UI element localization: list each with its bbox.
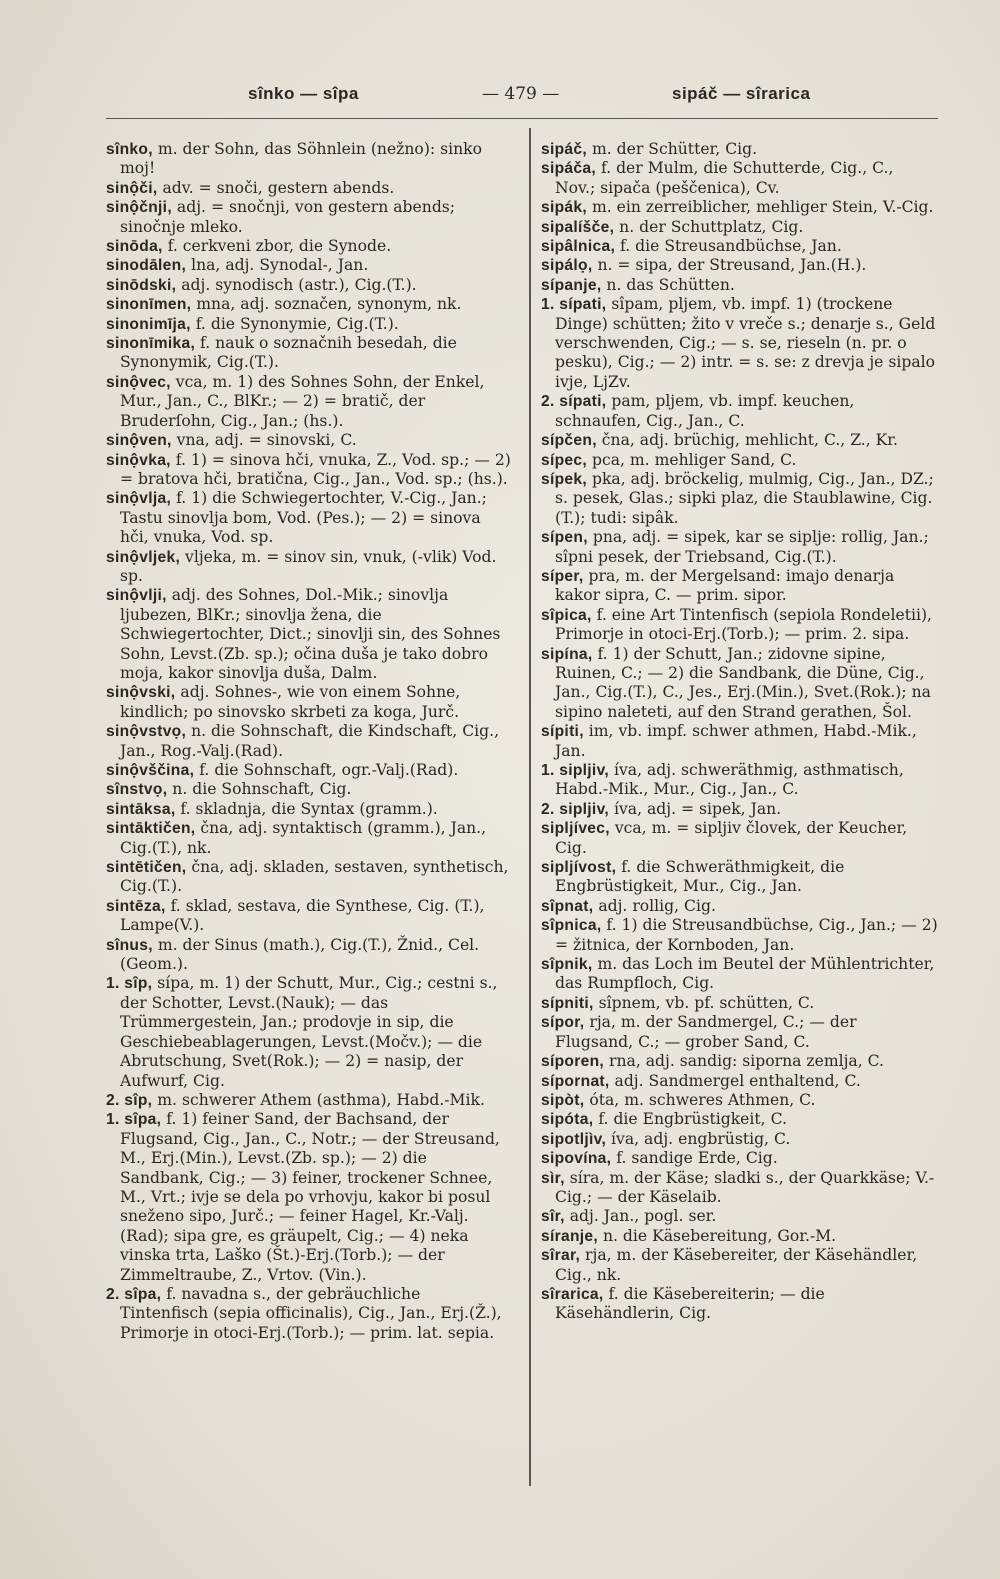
entry-headword: sîpnica, [541, 917, 602, 935]
dictionary-entry [106, 431, 511, 450]
entry-definition: f. nauk o soznačnih besedah, die Synonymik, Cig.(T.). [120, 334, 457, 372]
entry-headword: sinonīmen, [106, 296, 192, 314]
header-rule [106, 118, 938, 119]
entry-definition: f. eine Art Tintenfisch (sepiola Rondeletii), Primorje in otoci-Erj.(Torb.); — prim. 2. sipa. [555, 605, 933, 644]
dictionary-entry [541, 606, 938, 645]
dictionary-entry [541, 722, 938, 761]
entry-headword: sîpica, [541, 606, 592, 624]
entry-definition: rna, adj. sandig: siporna zemlja, C. [604, 1052, 884, 1071]
entry-headword: sinộvščina, [106, 762, 195, 779]
entry-definition: lna, adj. Synodal-, Jan. [186, 256, 369, 275]
entry-headword: sípec, [541, 451, 588, 469]
dictionary-entry [541, 916, 938, 955]
entry-headword: sînstvọ, [106, 781, 168, 799]
entry-headword: sipalíšče, [541, 218, 615, 236]
dictionary-entry [106, 683, 511, 722]
entry-headword: sintāksa, [106, 800, 176, 818]
entry-definition: mna, adj. soznačen, synonym, nk. [191, 295, 462, 314]
entry-definition: pca, m. mehliger Sand, C. [587, 450, 797, 469]
entry-definition: pra, m. der Mergelsand: imajo denarja kakor sipra, C. — prim. sipor. [555, 566, 895, 605]
dictionary-entry [106, 237, 511, 256]
entry-definition: óta, m. schweres Athmen, C. [584, 1090, 816, 1109]
entry-headword: sinộvka, [106, 451, 171, 469]
entry-headword: 1. sipljiv, [541, 762, 610, 779]
entry-definition: m. das Loch im Beutel der Mühlentrichter, das Rumpfloch, Cig. [555, 955, 935, 993]
dictionary-entry [106, 276, 511, 295]
dictionary-entry [106, 256, 511, 275]
entry-headword: sipovína, [541, 1150, 612, 1168]
entry-headword: sipáč, [541, 141, 588, 158]
dictionary-entry [106, 974, 511, 1090]
dictionary-entry [541, 1091, 938, 1110]
entry-headword: sipák, [541, 199, 588, 217]
dictionary-entry [106, 489, 511, 547]
entry-headword: sîr, [541, 1208, 565, 1226]
entry-headword: sipljívec, [541, 820, 610, 838]
dictionary-entry [541, 1169, 938, 1208]
entry-definition: f. die Engbrüstigkeit, C. [593, 1110, 787, 1129]
dictionary-entry [106, 761, 511, 780]
entry-definition: rja, m. der Käsebereiter, der Käsehändler, Cig., nk. [555, 1246, 918, 1284]
entry-headword: sinōda, [106, 238, 163, 256]
entry-definition: f. sklad, sestava, die Synthese, Cig. (T.), Lampe(V.). [120, 896, 485, 935]
entry-definition: adj. des Sohnes, Dol.-Mik.; sinovlja ljubezen, BlKr.; sinovlja žena, die Schwiegertochter, Dict.; sinovlji sin, des Sohnes Sohn, Levst.(Zb. sp.); očina duša je tako dobro moja, kakor sinovlja duša, Dalm. [120, 586, 501, 682]
entry-headword: sipâlnica, [541, 238, 616, 256]
dictionary-entry [106, 936, 511, 975]
entry-definition: f. cerkveni zbor, die Synode. [162, 237, 392, 256]
entry-definition: f. sandige Erde, Cig. [611, 1149, 778, 1168]
entry-definition: íva, adj. schweräthmig, asthmatisch, Habd.-Mik., Mur., Cig., Jan., C. [555, 761, 904, 799]
entry-headword: 2. sîpa, [106, 1285, 162, 1303]
entry-definition: n. das Schütten. [601, 275, 735, 294]
left-column [106, 140, 511, 1343]
entry-definition: m. der Sohn, das Söhnlein (nežno): sinko moj! [120, 140, 482, 178]
dictionary-entry [541, 645, 938, 723]
entry-headword: síper, [541, 567, 584, 585]
entry-headword: sinonīmika, [106, 335, 196, 353]
page-header [100, 82, 930, 112]
dictionary-entry [541, 1110, 938, 1129]
dictionary-entry [541, 800, 938, 819]
dictionary-entry [541, 1207, 938, 1226]
entry-headword: sípen, [541, 529, 588, 547]
entry-definition: f. 1) = sinova hči, vnuka, Z., Vod. sp.; — 2) = bratova hči, bratična, Cig., Jan., Vod. sp.; (hs.). [120, 450, 511, 488]
entry-headword: sipotljìv, [541, 1130, 607, 1148]
entry-definition: adj. Jan., pogl. ser. [564, 1207, 717, 1226]
entry-headword: sípanje, [541, 276, 602, 294]
entry-definition: pka, adj. bröckelig, mulmig, Cig., Jan., DZ.; s. pesek, Glas.; sipki plaz, die Staublawine, Cig.(T.); tudi: sipâk. [555, 469, 934, 527]
dictionary-entry [106, 1091, 511, 1110]
dictionary-entry [541, 1130, 938, 1149]
dictionary-entry [106, 722, 511, 761]
dictionary-entry [106, 819, 511, 858]
entry-definition: čna, adj. brüchig, mehlicht, C., Z., Kr. [596, 431, 898, 450]
entry-definition: síra, m. der Käse; sladki s., der Quarkkäse; V.-Cig.; — der Käselaib. [555, 1168, 935, 1206]
page-number: — 479 — [482, 84, 560, 104]
entry-headword: sipljívost, [541, 859, 617, 877]
entry-headword: sípek, [541, 470, 588, 488]
entry-definition: sîpnem, vb. pf. schütten, C. [593, 993, 815, 1012]
entry-headword: 2. sípati, [541, 393, 607, 411]
entry-headword: sìr, [541, 1169, 565, 1187]
entry-headword: sinodālen, [106, 257, 187, 275]
dictionary-entry [541, 528, 938, 567]
dictionary-entry [106, 179, 511, 198]
dictionary-entry [541, 897, 938, 916]
dictionary-entry [541, 431, 938, 450]
entry-headword: sípor, [541, 1014, 585, 1032]
entry-definition: n. die Käsebereitung, Gor.-M. [598, 1226, 837, 1245]
entry-headword: sinộčnji, [106, 199, 172, 217]
dictionary-entry [541, 1072, 938, 1091]
entry-definition: pam, pljem, vb. impf. keuchen, schnaufen, Cig., Jan., C. [555, 392, 855, 430]
entry-headword: sinōdski, [106, 276, 177, 294]
dictionary-entry [541, 295, 938, 392]
entry-headword: sinộvlji, [106, 587, 167, 605]
dictionary-entry [541, 218, 938, 237]
entry-definition: m. der Schütter, Cig. [587, 140, 758, 158]
entry-definition: n. die Sohnschaft, Cig. [167, 780, 352, 799]
dictionary-entry [541, 470, 938, 528]
entry-definition: m. der Sinus (math.), Cig.(T.), Žnid., Cel.(Geom.). [120, 935, 480, 974]
entry-definition: im, vb. impf. schwer athmen, Habd.-Mik., Jan. [555, 722, 917, 760]
entry-definition: m. ein zerreiblicher, mehliger Stein, V.-Cig. [587, 198, 934, 217]
entry-headword: 1. sípati, [541, 296, 607, 314]
entry-definition: sîpam, pljem, vb. impf. 1) (trockene Dinge) schütten; žito v vreče s.; denarje s., Geld verschwenden, Cig.; — s. se, rieseln (n. pr. o pesku), Cig.; — 2) intr. = s. se: z drevja je sipalo ivje, LjZv. [555, 295, 936, 391]
entry-headword: sinộči, [106, 179, 158, 197]
entry-definition: adj. Sandmergel enthaltend, C. [609, 1071, 861, 1090]
entry-headword: sinộvljek, [106, 548, 181, 566]
entry-definition: íva, adj. = sipek, Jan. [609, 799, 782, 818]
dictionary-entry [541, 567, 938, 606]
entry-headword: sintāktičen, [106, 820, 196, 838]
dictionary-entry [541, 256, 938, 275]
dictionary-entry [541, 451, 938, 470]
dictionary-entry [541, 276, 938, 295]
dictionary-entry [541, 237, 938, 256]
entry-definition: adj. = snočnji, von gestern abends; sinočnje mleko. [120, 198, 456, 236]
entry-definition: n. = sipa, der Streusand, Jan.(H.). [592, 256, 867, 275]
entry-definition: f. die Sohnschaft, ogr.-Valj.(Rad). [194, 761, 459, 779]
entry-headword: 1. sîp, [106, 975, 153, 993]
entry-definition: f. navadna s., der gebräuchliche Tintenfisch (sepia officinalis), Cig., Jan., Erj.(Ž.), Primorje in otoci-Erj.(Torb.); — prim. lat. sepia. [120, 1284, 502, 1342]
dictionary-entry [106, 858, 511, 897]
dictionary-entry [541, 140, 938, 159]
entry-headword: sípiti, [541, 723, 584, 741]
entry-headword: síranje, [541, 1227, 599, 1245]
dictionary-entry [106, 548, 511, 587]
entry-headword: síporen, [541, 1053, 605, 1071]
dictionary-entry [541, 159, 938, 198]
entry-definition: f. die Streusandbüchse, Jan. [615, 237, 842, 256]
entry-definition: adj. Sohnes-, wie von einem Sohne, kindlich; po sinovsko skrbeti za koga, Jurč. [120, 683, 461, 721]
dictionary-entry [541, 1246, 938, 1285]
dictionary-entry [541, 819, 938, 858]
dictionary-entry [106, 295, 511, 314]
entry-headword: sipóta, [541, 1111, 594, 1129]
entry-definition: íva, adj. engbrüstig, C. [606, 1129, 791, 1148]
dictionary-entry [106, 140, 511, 179]
entry-definition: f. skladnja, die Syntax (gramm.). [175, 799, 438, 818]
entry-headword: sînus, [106, 936, 153, 954]
entry-definition: vca, m. = sipljiv človek, der Keucher, Cig. [555, 819, 908, 857]
entry-headword: sinộvstvọ, [106, 723, 187, 741]
entry-headword: sinộvlja, [106, 490, 172, 508]
dictionary-entry [106, 198, 511, 237]
header-right-guide-words: sipáč — sîrarica [672, 84, 811, 103]
header-left-guide-words: sînko — sîpa [248, 84, 359, 103]
entry-definition: adj. synodisch (astr.), Cig.(T.). [176, 275, 417, 294]
entry-definition: n. der Schuttplatz, Cig. [614, 217, 804, 236]
dictionary-entry [541, 1013, 938, 1052]
entry-headword: sipáča, [541, 160, 596, 178]
entry-headword: sîpnat, [541, 897, 594, 915]
dictionary-entry [541, 392, 938, 431]
entry-definition: vna, adj. = sinovski, C. [171, 431, 357, 450]
dictionary-entry [106, 780, 511, 799]
entry-headword: sinộven, [106, 432, 172, 450]
dictionary-entry [106, 1285, 511, 1343]
entry-definition: čna, adj. syntaktisch (gramm.), Jan., Cig.(T.), nk. [120, 819, 487, 857]
entry-headword: sípčen, [541, 432, 597, 450]
dictionary-entry [106, 334, 511, 373]
entry-definition: adv. = snoči, gestern abends. [157, 178, 395, 197]
entry-definition: čna, adj. skladen, sestaven, synthetisch, Cig.(T.). [120, 858, 509, 896]
entry-definition: f. 1) der Schutt, Jan.; zidovne sipine, Ruinen, C.; — 2) die Sandbank, die Düne, Cig., Jan., Cig.(T.), C., Jes., Erj.(Min.), Svet.(Rok.); na sipino naleteti, auf den Strand gerathen, Šol. [555, 644, 931, 721]
dictionary-entry [541, 761, 938, 800]
entry-definition: f. 1) die Streusandbüchse, Cig., Jan.; — 2) = žitnica, der Kornboden, Jan. [555, 916, 938, 954]
entry-headword: sinộvec, [106, 373, 171, 391]
entry-definition: f. die Käsebereiterin; — die Käsehändlerin, Cig. [555, 1284, 825, 1323]
entry-definition: f. der Mulm, die Schutterde, Cig., C., Nov.; sipača (peščenica), Cv. [555, 159, 894, 197]
dictionary-entry [106, 451, 511, 490]
entry-headword: sîrar, [541, 1247, 581, 1265]
entry-headword: sîrarica, [541, 1285, 604, 1303]
dictionary-entry [541, 1052, 938, 1071]
dictionary-entry [541, 1227, 938, 1246]
entry-definition: m. schwerer Athem (asthma), Habd.-Mik. [152, 1090, 485, 1109]
entry-headword: sînko, [106, 141, 153, 158]
entry-definition: pna, adj. = sipek, kar se siplje: rollig, Jan.; sîpni pesek, der Triebsand, Cig.(T.). [555, 528, 929, 566]
dictionary-entry [541, 955, 938, 994]
dictionary-entry [106, 315, 511, 334]
column-divider [529, 128, 531, 1486]
entry-headword: sípornat, [541, 1072, 610, 1090]
dictionary-entry [106, 1110, 511, 1285]
entry-definition: sípa, m. 1) der Schutt, Mur., Cig.; cestni s., der Schotter, Levst.(Nauk); — das Trümmergestein, Jan.; prodovje in sip, die Geschiebeablagerungen, Levst.(Močv.); — die Abrutschung, Svet(Rok.); — 2) = nasip, der Aufwurf, Cig. [120, 974, 498, 1090]
entry-definition: f. die Schweräthmigkeit, die Engbrüstigkeit, Mur., Cig., Jan. [555, 858, 845, 896]
entry-headword: 2. sîp, [106, 1091, 153, 1109]
entry-definition: f. die Synonymie, Cig.(T.). [190, 314, 399, 333]
entry-headword: 2. sipljiv, [541, 800, 610, 818]
entry-headword: sípniti, [541, 994, 594, 1012]
entry-definition: adj. rollig, Cig. [593, 896, 716, 915]
dictionary-entry [541, 1149, 938, 1168]
dictionary-entry [106, 800, 511, 819]
entry-headword: sipálọ, [541, 257, 593, 275]
entry-headword: sipòt, [541, 1091, 585, 1109]
entry-definition: vljeka, m. = sinov sin, vnuk, (-vlik) Vod. sp. [120, 547, 497, 585]
dictionary-entry [106, 586, 511, 683]
dictionary-entry [106, 373, 511, 431]
dictionary-entry [106, 897, 511, 936]
dictionary-entry [541, 858, 938, 897]
entry-headword: sipína, [541, 645, 593, 663]
entry-definition: rja, m. der Sandmergel, C.; — der Flugsand, C.; — grober Sand, C. [555, 1013, 857, 1051]
entry-headword: sinộvski, [106, 684, 176, 702]
entry-headword: 1. sîpa, [106, 1111, 162, 1129]
entry-definition: f. 1) feiner Sand, der Bachsand, der Flugsand, Cig., Jan., C., Notr.; — der Streusand, M., Erj.(Min.), Levst.(Zb. sp.); — 2) die Sandbank, Cig.; — 3) feiner, trockener Schnee, M., Vrt.; ivje se dela po vrhovju, kakor bi posul sneženo sipo, Jurč.; — feiner Hagel, Kr.-Valj.(Rad); sipa gre, es gräupelt, Cig.; — 4) neka vinska trta, Laško (Št.)-Erj.(Torb.); — der Zimmeltraube, Z., Vrtov. (Vin.). [120, 1110, 500, 1284]
entry-headword: sintēza, [106, 897, 166, 915]
entry-headword: sîpnik, [541, 956, 593, 974]
entry-definition: n. die Sohnschaft, die Kindschaft, Cig., Jan., Rog.-Valj.(Rad). [120, 722, 500, 760]
dictionary-entry [541, 994, 938, 1013]
entry-definition: f. 1) die Schwiegertochter, V.-Cig., Jan.; Tastu sinovlja bom, Vod. (Pes.); — 2) = sinova hči, vnuka, Vod. sp. [120, 489, 487, 547]
entry-headword: sinonimīja, [106, 315, 191, 333]
entry-headword: sintētičen, [106, 859, 187, 877]
entry-definition: vca, m. 1) des Sohnes Sohn, der Enkel, Mur., Jan., C., BlKr.; — 2) = bratič, der Bruderſohn, Cig., Jan.; (hs.). [120, 372, 485, 430]
dictionary-entry [541, 1285, 938, 1324]
right-column [541, 140, 938, 1324]
dictionary-entry [541, 198, 938, 217]
